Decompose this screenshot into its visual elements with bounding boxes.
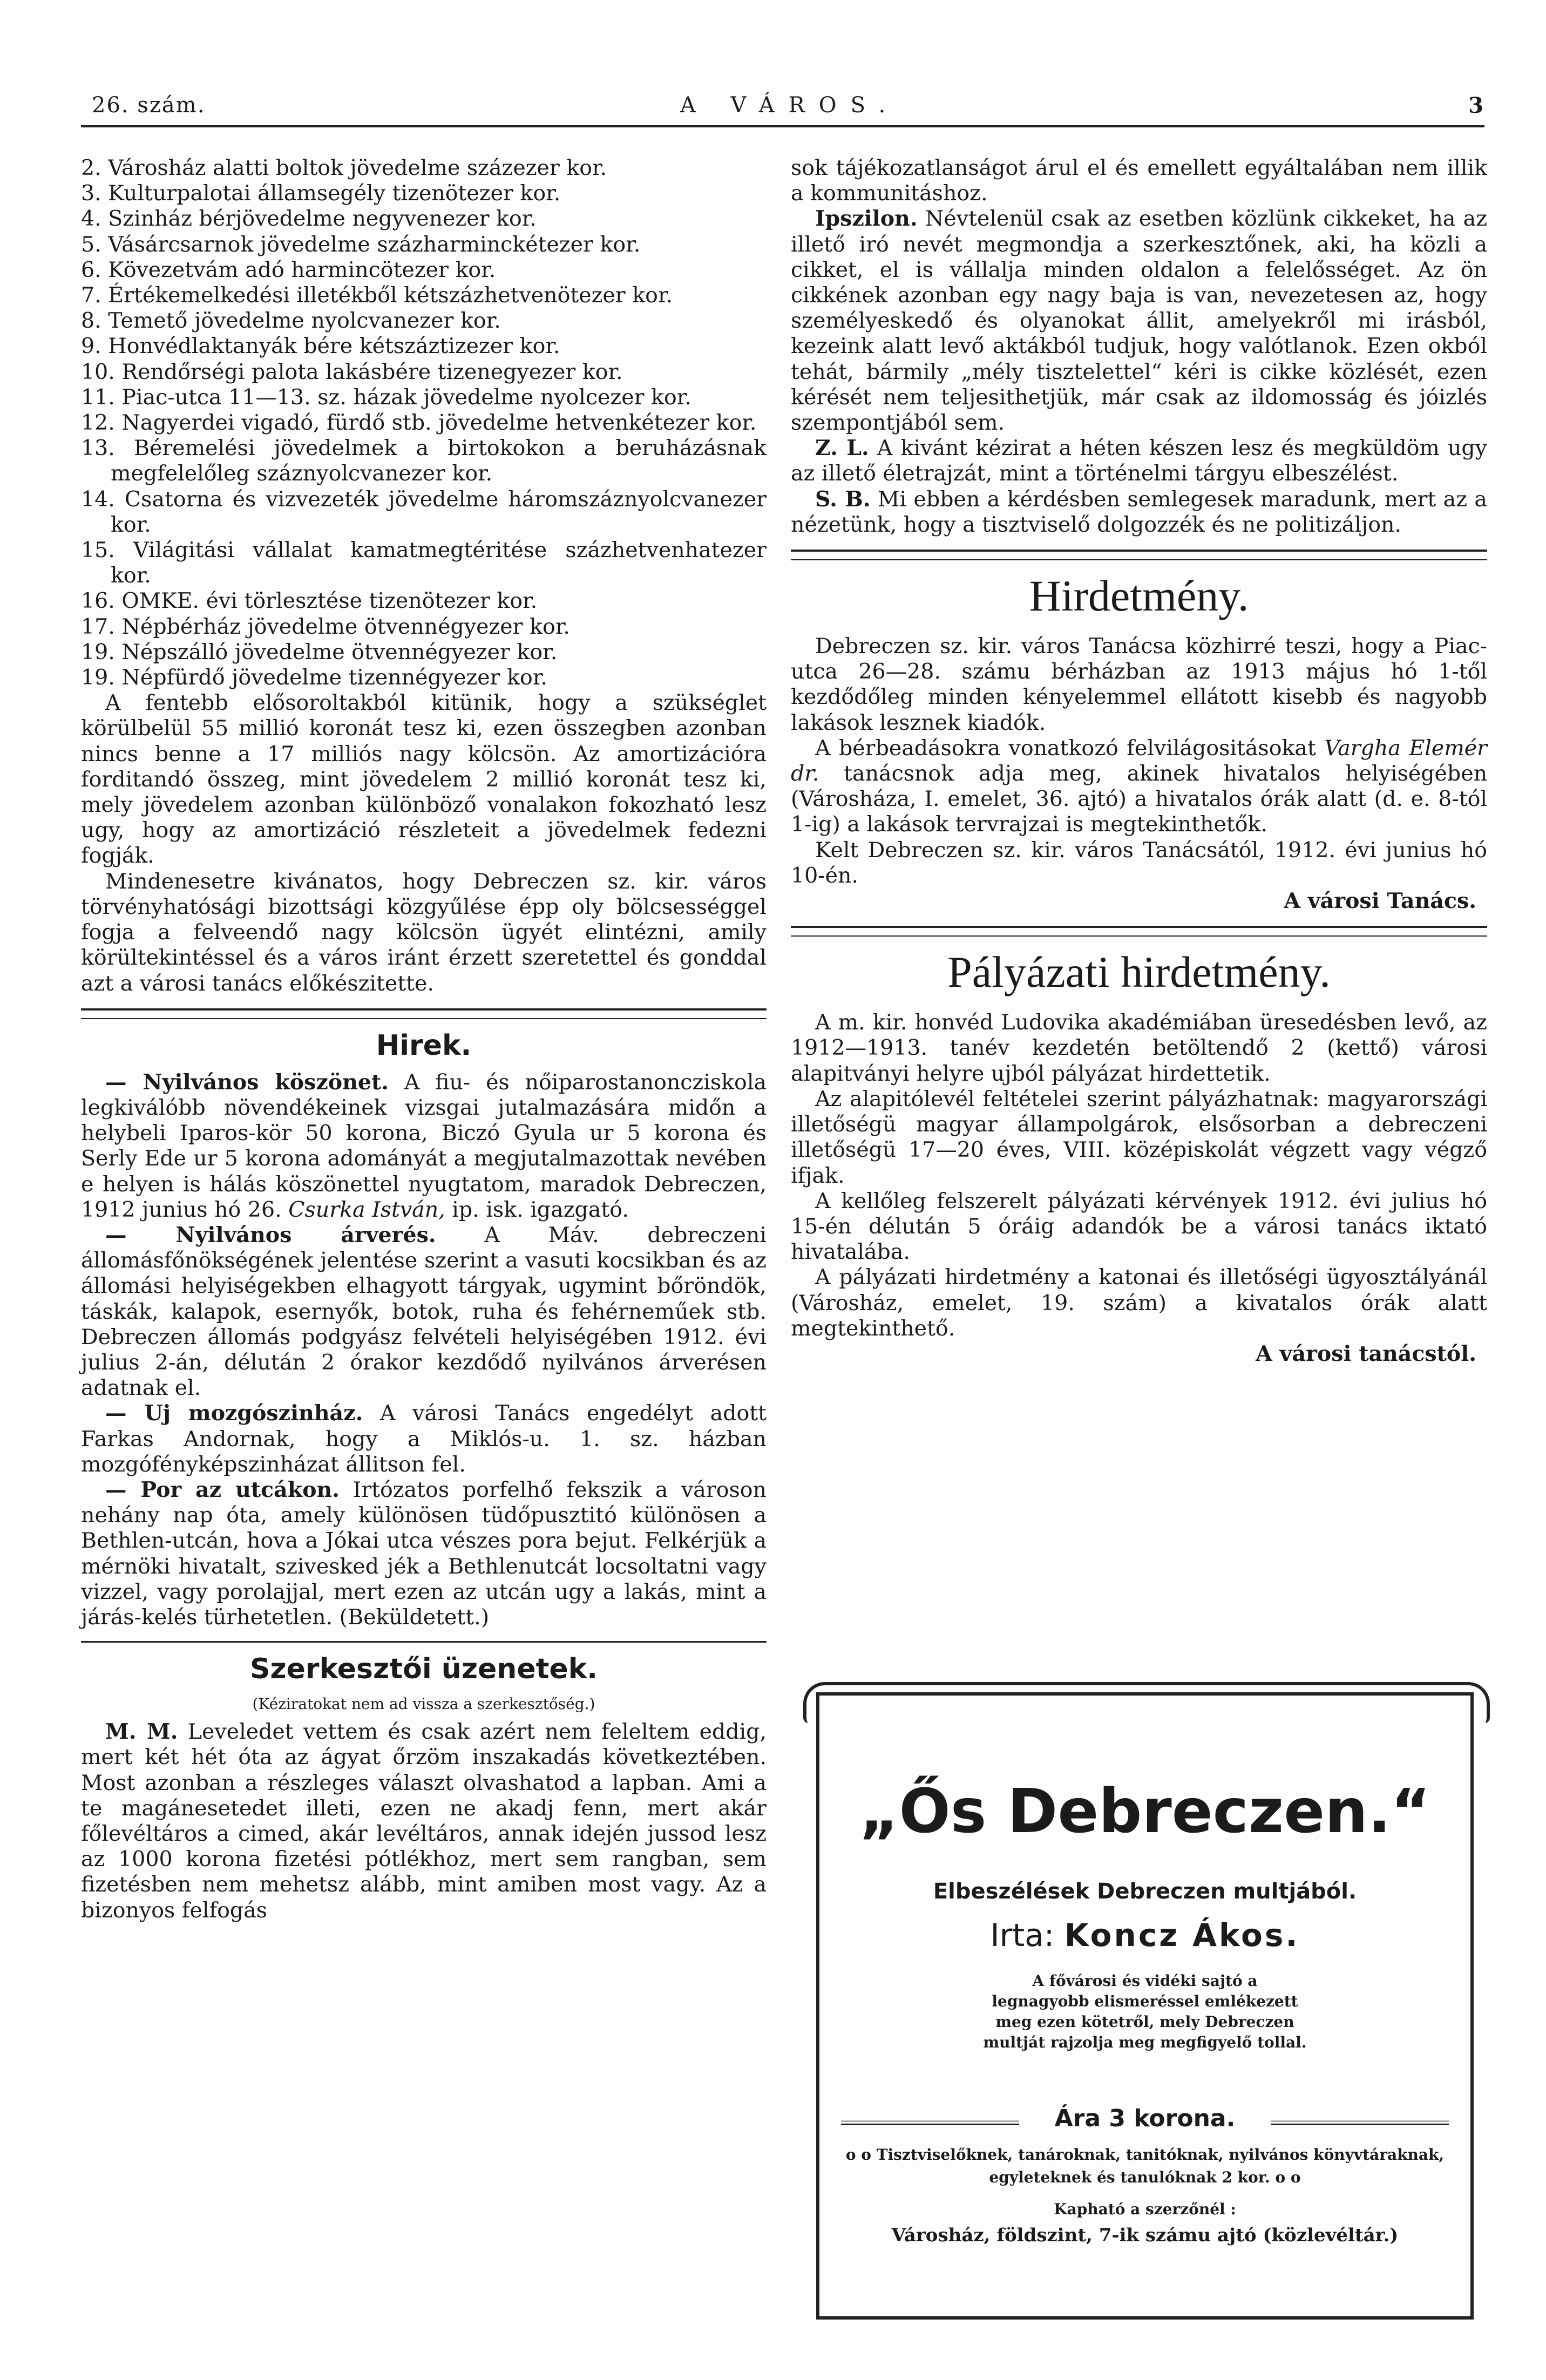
list-item: 19. Népszálló jövedelme ötvennégyezer kor. xyxy=(81,639,558,664)
message-body: Névtelenül csak az esetben közlünk cikkeket, ha az illető iró nevét megmondja a szerkesztőnek, aki, ha közli a cikket, el is vállalja minden oldalon a felelősséget. Az ön cikkének azonban egy nagy baja is van, nevezetesen az, hogy személyeskedő és olyanokat állit, amelyekről mi irásból, kezeink alatt levő aktákból tudjuk, hogy valótlanok. Ezen okból tehát, bármily „mély tisztelettel“ kéri is cikke közlését, ezen kérését nem teljesithetjük, már csak az ildomosság és jóizlés szempontjából sem. xyxy=(791,206,1487,436)
conclusion-paragraph: Mindenesetre kivánatos, hogy Debreczen sz. kir. város törvényhatósági bizottsági közgyűlése épp oly bölcsességgel fogja a felveendő nagy kölcsön ügyét elintézni, amily körültekintéssel és a város iránt érzett szeretettel és gonddal azt a városi tanács előkészitette. xyxy=(81,869,767,996)
paper-title: A VÁROS. xyxy=(680,93,900,118)
notice-signature: A városi Tanács. xyxy=(1284,889,1476,914)
page-number: 3 xyxy=(1468,93,1484,118)
message-zl xyxy=(791,436,1487,486)
news-body: A fiu- és nőiparostanoncziskola legkiválóbb növendékeinek vizsgai jutalmazására midőn a helybeli Iparos-kör 50 korona, Biczó Gyula ur 5 korona és Serly Ede ur 5 korona adományát a megjutalmazottak nevében e helyen is hálás köszönettel nyugtatom, maradok Debreczen, 1912 junius hó 26. xyxy=(81,1069,767,1222)
list-item: 12. Nagyerdei vigadó, fürdő stb. jövedelme hetvenkétezer kor. xyxy=(81,410,757,436)
list-item: 14. Csatorna és vizvezeték jövedelme háromszáznyolcvanezer kor. xyxy=(81,486,767,537)
notice-title: Hirdetmény. xyxy=(1029,571,1249,621)
tender-title: Pályázati hirdetmény. xyxy=(947,947,1331,997)
news-headline: — Nyilvános árverés. xyxy=(105,1222,436,1247)
book-description: A fővárosi és vidéki sajtó a legnagyobb elismeréssel emlékezett meg ezen kötetről, mely Debreczen multját rajzolja meg megfigyelő tollal. xyxy=(983,1972,1307,2051)
issue-number: 26. szám. xyxy=(92,93,206,118)
news-body: A Máv. debreczeni állomásfőnökségének jelentése szerint a vasuti kocsikban és az állomási helyiségekben elhagyott tárgyak, ugymint bőröndök, táskák, kalapok, esernyők, botok, ruha és fehérneműek stb. Debreczen állomás podgyász felvételi helyiségében 1912. évi julius 2-án, délután 2 órakor kezdődő nyilvános árverésen adatnak el. xyxy=(81,1222,767,1401)
book-author-line xyxy=(819,1917,1470,1954)
book-subtitle: Elbeszélések Debreczen multjából. xyxy=(933,1879,1357,1904)
official-name: Vargha Elemér dr. xyxy=(791,735,1487,786)
tender-paragraph: A m. kir. honvéd Ludovika akadémiában üresedésben levő, az 1912—1913. tanév kezdetén betöltendő 2 (kettő) városi alapitványi helyre ujból pályázat hirdettetik. xyxy=(791,1010,1487,1086)
message-continuation: sok tájékozatlanságot árul el és emellett egyáltalában nem illik a kommunitáshoz. xyxy=(791,155,1487,206)
signature-title: ip. isk. igazgató. xyxy=(452,1197,629,1222)
tender-paragraph: A pályázati hirdetmény a katonai és illetőségi ügyosztályánál (Városház, emelet, 19. szám) a kivatalos órák alatt megtekinthető. xyxy=(791,1265,1487,1341)
summary-paragraph: A fentebb elősoroltakból kitünik, hogy a szükséglet körülbelül 55 millió koronát tesz ki, ezen összegben azonban nincs benne a 17 milliós nagy kölcsön. Az amortizációra forditandó összeg, mint jövedelem 2 millió koronát tesz ki, mely jövedelem azonban különböző vonalakon fokozható lesz ugy, hogy az amortizáció részleteit a jövedelmek fedezni fogják. xyxy=(81,690,767,869)
revenue-list xyxy=(81,155,767,690)
news-item-cinema xyxy=(81,1401,767,1477)
notice-date: Kelt Debreczen sz. kir. város Tanácsától, 1912. évi junius hó 10-én. xyxy=(791,837,1487,888)
book-advertisement xyxy=(816,1692,1474,2320)
list-item: 3. Kulturpalotai államsegély tizenötezer kor. xyxy=(81,181,561,206)
section-divider xyxy=(791,926,1487,937)
message-body: A kivánt kézirat a héten készen lesz és megküldöm ugy az illető életrajzát, mint a történelmi tárgyu elbeszélést. xyxy=(791,436,1487,486)
list-item: 2. Városház alatti boltok jövedelme százezer kor. xyxy=(81,155,607,180)
discount-note: o o Tisztviselőknek, tanároknak, tanitóknak, nyilvános könyvtáraknak, egyleteknek és tanulóknak 2 kor. o o xyxy=(845,2146,1445,2186)
news-item-dust xyxy=(81,1477,767,1630)
list-item: 4. Szinház bérjövedelme negyvenezer kor. xyxy=(81,206,537,232)
right-column xyxy=(791,155,1487,1367)
section-divider xyxy=(81,1641,767,1643)
list-item: 9. Honvédlaktanyák bére kétszáztizezer kor. xyxy=(81,334,560,359)
editor-messages-title: Szerkesztői üzenetek. xyxy=(249,1653,598,1686)
message-addressee: Z. L. xyxy=(815,436,869,461)
list-item: 15. Világitási vállalat kamatmegtéritése százhetvenhatezer kor. xyxy=(81,538,767,588)
news-item-auction xyxy=(81,1223,767,1401)
list-item: 17. Népbérház jövedelme ötvennégyezer kor. xyxy=(81,614,570,639)
tender-paragraph: Az alapitólevél feltételei szerint pályázhatnak: magyarországi illetőségü magyar állampolgárok, elsősorban a debreczeni illetőségü 17—20 éves, VIII. középiskolát végzett vagy végző ifjak. xyxy=(791,1086,1487,1188)
list-item: 13. Béremelési jövedelmek a birtokokon a beruházásnak megfelelőleg száznyolcvanezer kor. xyxy=(81,436,767,486)
message-addressee: Ipszilon. xyxy=(815,206,918,232)
signature-name: Csurka István, xyxy=(288,1197,445,1222)
notice-text: A bérbeadásokra vonatkozó felvilágositásokat xyxy=(815,735,1316,761)
section-divider xyxy=(791,550,1487,560)
message-addressee: S. B. xyxy=(815,486,871,512)
list-item: 6. Kövezetvám adó harmincötezer kor. xyxy=(81,257,496,282)
availability-address: Városház, földszint, 7-ik számu ajtó (közlevéltár.) xyxy=(891,2225,1399,2246)
news-item-thanks xyxy=(81,1070,767,1223)
section-divider xyxy=(81,1008,767,1019)
notice-paragraph: Debreczen sz. kir. város Tanácsa közhirré teszi, hogy a Piac-utca 26—28. számu bérházban az 1913 május hó 1-től kezdődőleg minden kényelemmel ellátott kisebb és nagyobb lakások lesznek kiadók. xyxy=(791,634,1487,735)
availability-label: Kapható a szerzőnél : xyxy=(1054,2200,1236,2218)
header-rule xyxy=(81,125,1484,127)
list-item: 16. OMKE. évi törlesztése tizenötezer kor. xyxy=(81,588,538,614)
editor-messages-note: (Kéziratokat nem ad vissza a szerkesztőség.) xyxy=(252,1695,595,1713)
author-label: Irta: xyxy=(990,1917,1055,1954)
list-item: 8. Temető jövedelme nyolcvanezer kor. xyxy=(81,308,501,334)
news-headline: — Por az utcákon. xyxy=(105,1477,340,1502)
message-body: Mi ebben a kérdésben semlegesek maradunk, mert az a nézetünk, hogy a tisztviselő dolgozzék és ne politizáljon. xyxy=(791,486,1487,537)
news-body: A városi Tanács engedélyt adott Farkas Andornak, hogy a Miklós-u. 1. sz. házban mozgófényképszinházat állitson fel. xyxy=(81,1401,767,1477)
list-item: 10. Rendőrségi palota lakásbére tizenegyezer kor. xyxy=(81,359,623,384)
list-item: 11. Piac-utca 11—13. sz. házak jövedelme nyolcezer kor. xyxy=(81,384,691,410)
book-price: Ára 3 korona. xyxy=(819,2105,1470,2132)
news-section-title: Hirek. xyxy=(376,1029,472,1062)
scroll-ornament xyxy=(803,1682,1490,1723)
message-addressee: M. M. xyxy=(105,1719,178,1745)
message-body: Leveledet vettem és csak azért nem feleltem eddig, mert két hét óta az ágyat őrzöm inszakadás következtében. Most azonban a részleges választ olvashatod a lapban. Ami a te magánesetedet illeti, ezen ne akadj fenn, mert akár főlevéltáros a cimed, akár levéltáros, annak idején jussod lesz az 1000 korona fizetési pótlékhoz, mert sem rangban, sem fizetésben nem mehetsz alább, mint amiben most vagy. Az a bizonyos felfogás xyxy=(81,1719,767,1923)
news-headline: — Nyilvános köszönet. xyxy=(105,1069,389,1095)
author-name: Koncz Ákos. xyxy=(1064,1917,1300,1954)
list-item: 7. Értékemelkedési illetékből kétszázhetvenötezer kor. xyxy=(81,283,673,308)
tender-paragraph: A kellőleg felszerelt pályázati kérvények 1912. évi julius hó 15-én délután 5 óráig adandók be a városi tanács iktató hivatalába. xyxy=(791,1188,1487,1265)
list-item: 19. Népfürdő jövedelme tizennégyezer kor. xyxy=(81,665,547,690)
message-ipszilon xyxy=(791,206,1487,436)
news-headline: — Uj mozgószinház. xyxy=(105,1401,363,1426)
news-body: Irtózatos porfelhő fekszik a városon nehány nap óta, amely különösen tüdőpusztitó különösen a Bethlen-utcán, hova a Jókai utca vészes pora bejut. Felkérjük a mérnöki hivatalt, szivesked jék a Bethlenutcát locsoltatni vagy vizzel, vagy porolajjal, mert ezen az utcán ugy a lakás, mint a járás-kelés türhetetlen. (Beküldetett.) xyxy=(81,1477,767,1630)
left-column xyxy=(81,155,767,1923)
tender-signature: A városi tanácstól. xyxy=(1256,1341,1476,1366)
message-mm xyxy=(81,1719,767,1923)
book-title: „Ős Debreczen.“ xyxy=(859,1776,1431,1847)
message-sb xyxy=(791,487,1487,538)
notice-paragraph xyxy=(791,736,1487,838)
notice-text: tanácsnok adja meg, akinek hivatalos helyiségében (Városháza, I. emelet, 36. ajtó) a hivatalos órák alatt (d. e. 8-tól 1-ig) a lakások tervrajzai is megtekinthetők. xyxy=(791,761,1488,837)
list-item: 5. Vásárcsarnok jövedelme százharminckétezer kor. xyxy=(81,232,641,257)
